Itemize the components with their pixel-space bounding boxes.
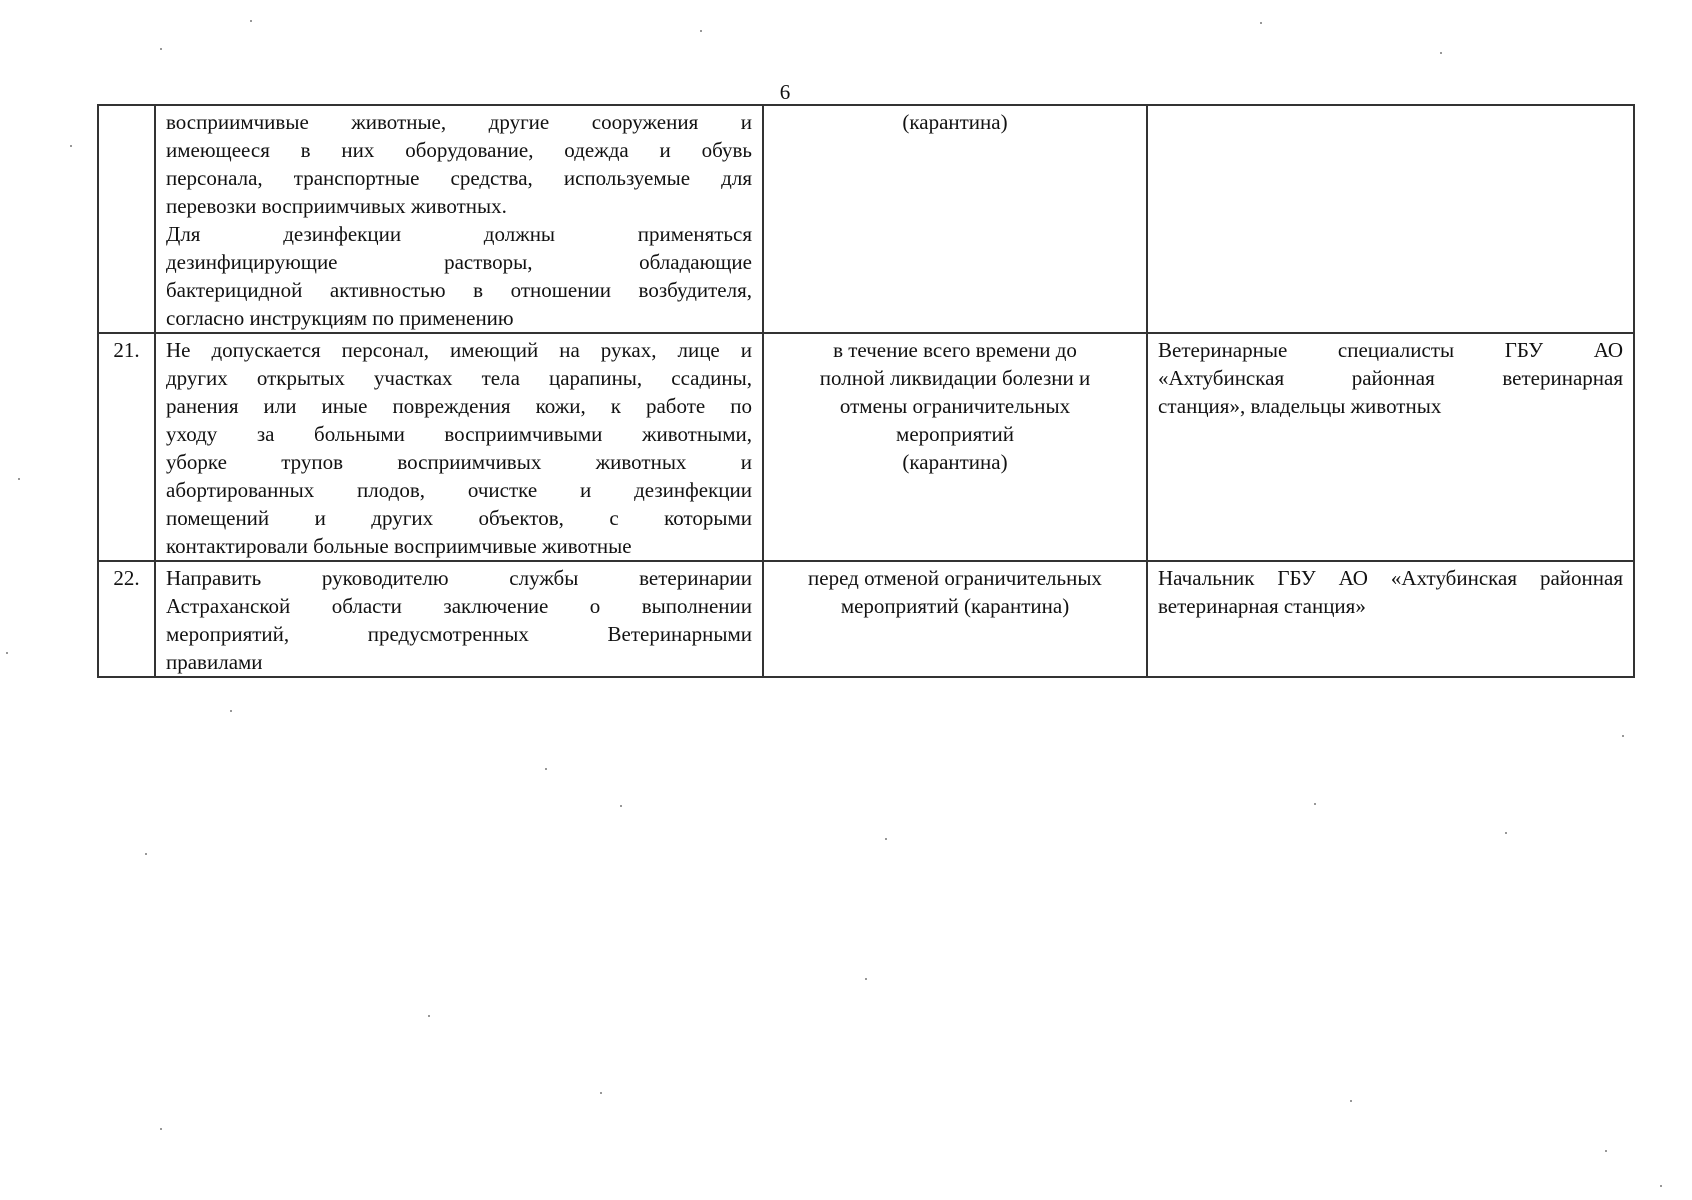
scan-speck: [885, 838, 887, 840]
measure-line: правилами: [166, 650, 263, 674]
responsible-cell: [1147, 105, 1634, 333]
term-line: мероприятий (карантина): [840, 594, 1070, 618]
measure-line: восприимчивые животные, другие сооружения и: [166, 110, 752, 134]
measure-line: Для дезинфекции должны применяться: [166, 222, 752, 246]
measure-line: абортированных плодов, очистке и дезинфекции: [166, 478, 752, 502]
responsible-cell: [1147, 333, 1634, 561]
scan-speck: [145, 853, 147, 855]
term-line: перед отменой ограничительных: [808, 566, 1102, 590]
measure-cell: [155, 333, 763, 561]
term-line: в течение всего времени до: [833, 338, 1077, 362]
scan-speck: [865, 978, 867, 980]
measures-table: [97, 104, 1635, 678]
scan-speck: [160, 1128, 162, 1130]
scan-speck: [18, 478, 20, 480]
measure-line: Направить руководителю службы ветеринарии: [166, 566, 752, 590]
table-row: [98, 561, 1634, 677]
table-row: [98, 333, 1634, 561]
measure-line: ранения или иные повреждения кожи, к работе по: [166, 394, 752, 418]
measure-line: дезинфицирующие растворы, обладающие: [166, 250, 752, 274]
scan-speck: [6, 652, 8, 654]
measure-line: Астраханской области заключение о выполнении: [166, 594, 752, 618]
measure-cell: [155, 105, 763, 333]
row-number-cell: 21.: [98, 333, 155, 561]
measure-line: помещений и других объектов, с которыми: [166, 506, 752, 530]
scan-speck: [1622, 735, 1624, 737]
responsible-line: станция», владельцы животных: [1158, 394, 1442, 418]
measure-line: других открытых участках тела царапины, ссадины,: [166, 366, 752, 390]
measure-line: согласно инструкциям по применению: [166, 306, 514, 330]
responsible-line: ветеринарная станция»: [1158, 594, 1366, 618]
row-number-cell: [98, 105, 155, 333]
measure-line: персонала, транспортные средства, используемые для: [166, 166, 752, 190]
responsible-line: Ветеринарные специалисты ГБУ АО: [1158, 338, 1623, 362]
scan-speck: [160, 48, 162, 50]
scan-speck: [250, 20, 252, 22]
term-cell: [763, 333, 1147, 561]
scan-speck: [1350, 1100, 1352, 1102]
measure-line: уборке трупов восприимчивых животных и: [166, 450, 752, 474]
term-line: мероприятий: [896, 422, 1014, 446]
row-number-cell: 22.: [98, 561, 155, 677]
responsible-line: «Ахтубинская районная ветеринарная: [1158, 366, 1623, 390]
scan-speck: [70, 145, 72, 147]
scan-speck: [1505, 832, 1507, 834]
term-line: полной ликвидации болезни и: [819, 366, 1091, 390]
scan-speck: [600, 1092, 602, 1094]
scan-speck: [1605, 1150, 1607, 1152]
measure-cell: [155, 561, 763, 677]
page-number: 6: [779, 80, 791, 104]
measure-line: имеющееся в них оборудование, одежда и обувь: [166, 138, 752, 162]
measure-line: мероприятий, предусмотренных Ветеринарными: [166, 622, 752, 646]
term-line: отмены ограничительных: [839, 394, 1071, 418]
scan-speck: [1314, 803, 1316, 805]
measure-line: перевозки восприимчивых животных.: [166, 194, 507, 218]
scan-speck: [1660, 1185, 1662, 1187]
term-cell: [763, 105, 1147, 333]
measure-line: Не допускается персонал, имеющий на руках, лице и: [166, 338, 752, 362]
scan-speck: [1440, 52, 1442, 54]
scan-speck: [428, 1015, 430, 1017]
measure-line: бактерицидной активностью в отношении возбудителя,: [166, 278, 752, 302]
table-row: [98, 105, 1634, 333]
scan-speck: [1260, 22, 1262, 24]
scan-speck: [700, 30, 702, 32]
measure-line: контактировали больные восприимчивые животные: [166, 534, 632, 558]
measure-line: уходу за больными восприимчивыми животными,: [166, 422, 752, 446]
responsible-line: Начальник ГБУ АО «Ахтубинская районная: [1158, 566, 1623, 590]
scan-speck: [545, 768, 547, 770]
responsible-cell: [1147, 561, 1634, 677]
term-line: (карантина): [902, 450, 1008, 474]
term-cell: [763, 561, 1147, 677]
term-line: (карантина): [902, 110, 1008, 134]
scan-speck: [230, 710, 232, 712]
scan-speck: [620, 805, 622, 807]
